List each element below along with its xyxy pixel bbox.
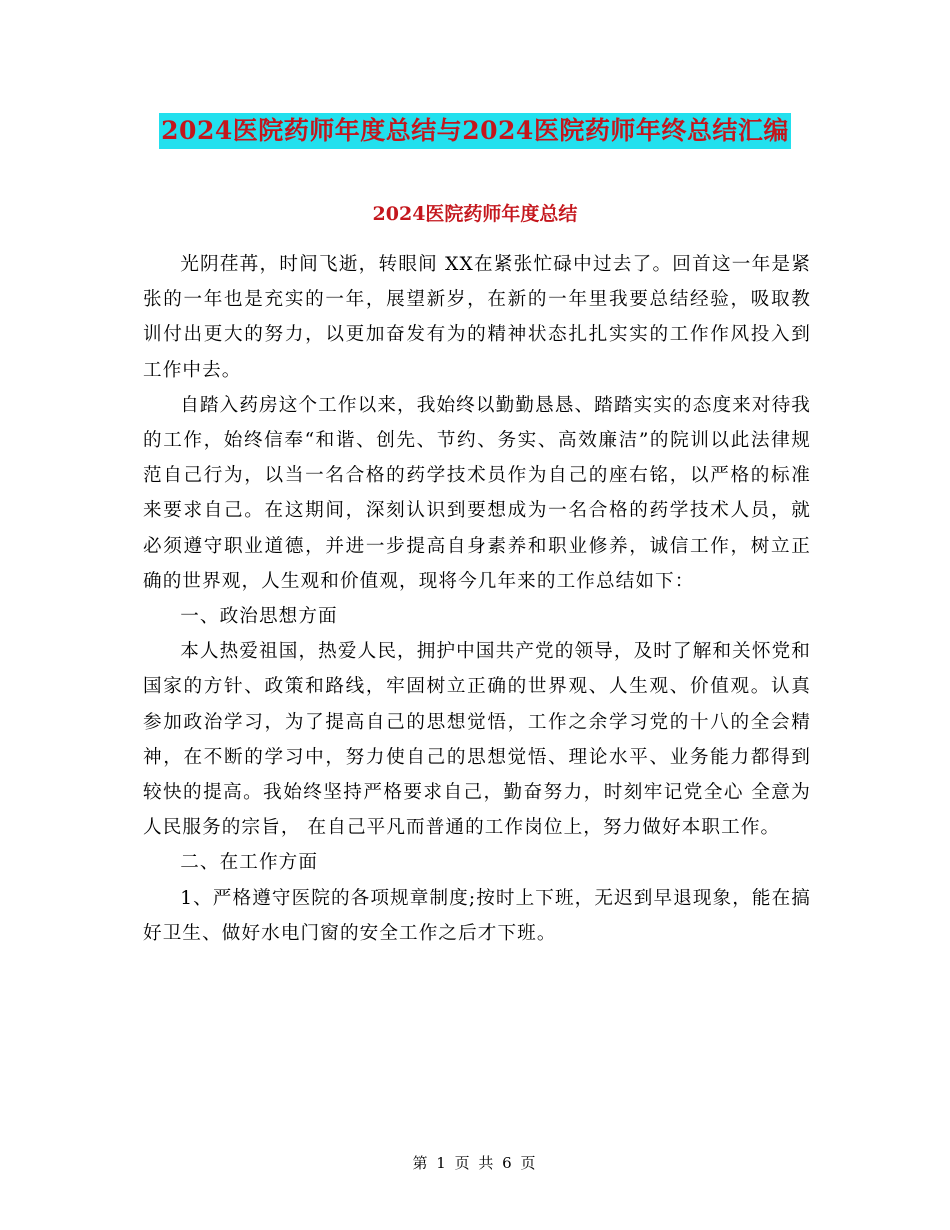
paragraph-work-attitude: 自踏入药房这个工作以来，我始终以勤勤恳恳、踏踏实实的态度来对待我的工作，始终信奉“和谐、创先、节约、务实、高效廉洁”的院训以此法律规范自己行为，以当一名合格的药学技术员作为自己的座右铭，以严格的标准来要求自己。在这期间，深刻认识到要想成为一名合格的药学技术人员，就必须遵守职业道德，并进一步提高自身素养和职业修养，诚信工作，树立正确的世界观，人生观和价值观，现将今几年来的工作总结如下： <box>143 394 811 592</box>
paragraph-work-rules: 1、严格遵守医院的各项规章制度;按时上下班，无迟到早退现象，能在搞好卫生、做好水电门窗的安全工作之后才下班。 <box>143 887 811 944</box>
heading-work-aspect: 二、在工作方面 <box>180 852 319 874</box>
paragraph-intro: 光阴荏苒，时间飞逝，转眼间 XX在紧张忙碌中过去了。回首这一年是紧张的一年也是充实的一年，展望新岁，在新的一年里我要总结经验，吸取教训付出更大的努力，以更加奋发有为的精神状态扎扎实实的工作作风投入到工作中去。 <box>143 254 811 381</box>
document-body <box>143 247 811 951</box>
document-main-title <box>0 113 950 149</box>
main-title-text: 2024医院药师年度总结与2024医院药师年终总结汇编 <box>159 113 791 149</box>
paragraph-political-thought: 本人热爱祖国，热爱人民，拥护中国共产党的领导，及时了解和关怀党和国家的方针、政策和路线，牢固树立正确的世界观、人生观、价值观。认真参加政治学习，为了提高自己的思想觉悟，工作之余学习党的十八的全会精神，在不断的学习中，努力使自己的思想觉悟、理论水平、业务能力都得到较快的提高。我始终坚持严格要求自己，勤奋努力，时刻牢记党全心 全意为人民服务的宗旨， 在自己平凡而普通的工作岗位上，努力做好本职工作。 <box>143 641 811 839</box>
page-number-footer: 第 1 页 共 6 页 <box>412 1154 538 1172</box>
heading-political-thought: 一、政治思想方面 <box>180 606 338 628</box>
section-title: 2024医院药师年度总结 <box>372 203 578 225</box>
